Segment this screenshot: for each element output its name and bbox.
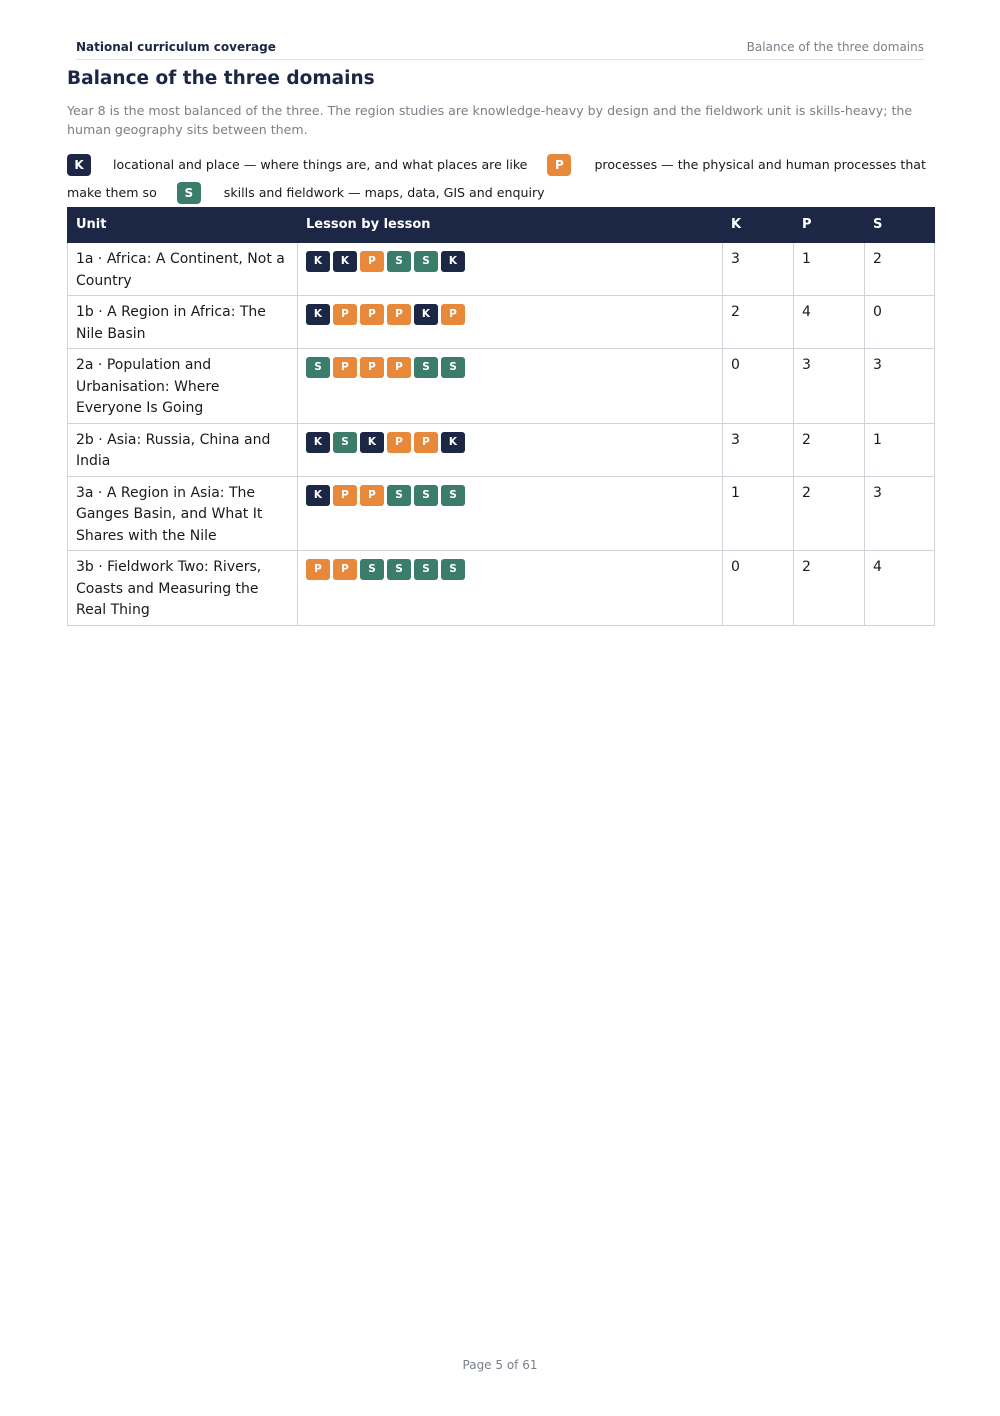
count-cell-p: 4 [794, 296, 865, 349]
lessons-cell [298, 551, 723, 626]
count-cell-k: 2 [723, 296, 794, 349]
lesson-chip: K [306, 485, 330, 506]
lesson-chip: P [333, 357, 357, 378]
count-cell-k: 0 [723, 349, 794, 424]
table-header-row [68, 208, 935, 243]
legend-badge-p: P [547, 154, 571, 176]
legend-text-k: locational and place — where things are, and what places are like [113, 157, 528, 172]
count-cell-s: 4 [865, 551, 935, 626]
col-header-lessons: Lesson by lesson [298, 208, 723, 243]
unit-cell: 3a · A Region in Asia: The Ganges Basin, and What It Shares with the Nile [68, 476, 298, 551]
lesson-chip-strip [306, 557, 714, 580]
lesson-chip-strip [306, 355, 714, 378]
unit-cell: 2b · Asia: Russia, China and India [68, 423, 298, 476]
lesson-chip: K [333, 251, 357, 272]
lesson-chip: P [333, 304, 357, 325]
lesson-chip: S [387, 251, 411, 272]
lesson-chip: P [360, 485, 384, 506]
col-header-s: S [865, 208, 935, 243]
legend-text-s: skills and fieldwork — maps, data, GIS and enquiry [223, 185, 545, 200]
lesson-chip: S [441, 559, 465, 580]
table-row [68, 551, 935, 626]
col-header-p: P [794, 208, 865, 243]
count-cell-s: 0 [865, 296, 935, 349]
lesson-chip: S [414, 357, 438, 378]
lessons-cell [298, 476, 723, 551]
lesson-chip: P [360, 357, 384, 378]
domain-legend [67, 150, 947, 206]
table-row [68, 349, 935, 424]
table-row [68, 476, 935, 551]
count-cell-s: 1 [865, 423, 935, 476]
lesson-chip: S [414, 251, 438, 272]
lesson-chip: S [414, 559, 438, 580]
running-header-chapter: Balance of the three domains [746, 40, 924, 54]
lesson-chip: P [360, 251, 384, 272]
lesson-chip: K [441, 251, 465, 272]
lesson-chip-strip [306, 483, 714, 506]
lesson-chip: P [387, 304, 411, 325]
lesson-chip-strip [306, 302, 714, 325]
table-row [68, 296, 935, 349]
running-header-section: National curriculum coverage [76, 40, 276, 54]
count-cell-k: 3 [723, 243, 794, 296]
lesson-chip: K [306, 251, 330, 272]
legend-badge-k: K [67, 154, 91, 176]
lesson-chip-strip [306, 249, 714, 272]
lesson-chip: K [360, 432, 384, 453]
intro-paragraph: Year 8 is the most balanced of the three. The region studies are knowledge-heavy by design and the fieldwork unit is skills-heavy; the human geography sits between them. [67, 103, 913, 137]
count-cell-p: 2 [794, 476, 865, 551]
page-title: Balance of the three domains [67, 68, 375, 89]
lesson-chip: P [414, 432, 438, 453]
lesson-chip: P [333, 485, 357, 506]
legend-text-p: processes — the physical and human processes that make them so [67, 157, 926, 200]
page-number: Page 5 of 61 [462, 1358, 538, 1372]
running-header [76, 37, 924, 60]
count-cell-s: 3 [865, 349, 935, 424]
table-body [68, 243, 935, 626]
count-cell-p: 3 [794, 349, 865, 424]
legend-badge-s: S [177, 182, 201, 204]
lesson-chip-strip [306, 430, 714, 453]
lesson-chip: S [387, 559, 411, 580]
table-row [68, 423, 935, 476]
lesson-chip: P [333, 559, 357, 580]
lesson-chip: P [360, 304, 384, 325]
lessons-cell [298, 243, 723, 296]
lesson-chip: S [306, 357, 330, 378]
count-cell-k: 3 [723, 423, 794, 476]
lesson-chip: S [441, 357, 465, 378]
lesson-chip: S [333, 432, 357, 453]
lesson-chip: P [387, 432, 411, 453]
count-cell-s: 3 [865, 476, 935, 551]
table-row [68, 243, 935, 296]
col-header-k: K [723, 208, 794, 243]
lesson-chip: K [306, 432, 330, 453]
count-cell-k: 1 [723, 476, 794, 551]
lesson-chip: P [387, 357, 411, 378]
coverage-table [67, 207, 935, 626]
lesson-chip: P [306, 559, 330, 580]
unit-cell: 1a · Africa: A Continent, Not a Country [68, 243, 298, 296]
count-cell-k: 0 [723, 551, 794, 626]
col-header-unit: Unit [68, 208, 298, 243]
lesson-chip: K [441, 432, 465, 453]
count-cell-p: 2 [794, 551, 865, 626]
count-cell-p: 2 [794, 423, 865, 476]
count-cell-s: 2 [865, 243, 935, 296]
unit-cell: 1b · A Region in Africa: The Nile Basin [68, 296, 298, 349]
lesson-chip: S [360, 559, 384, 580]
lessons-cell [298, 349, 723, 424]
lesson-chip: P [441, 304, 465, 325]
lesson-chip: S [441, 485, 465, 506]
lesson-chip: K [306, 304, 330, 325]
count-cell-p: 1 [794, 243, 865, 296]
lesson-chip: S [414, 485, 438, 506]
lesson-chip: K [414, 304, 438, 325]
lessons-cell [298, 423, 723, 476]
lessons-cell [298, 296, 723, 349]
unit-cell: 2a · Population and Urbanisation: Where Everyone Is Going [68, 349, 298, 424]
unit-cell: 3b · Fieldwork Two: Rivers, Coasts and Measuring the Real Thing [68, 551, 298, 626]
lesson-chip: S [387, 485, 411, 506]
